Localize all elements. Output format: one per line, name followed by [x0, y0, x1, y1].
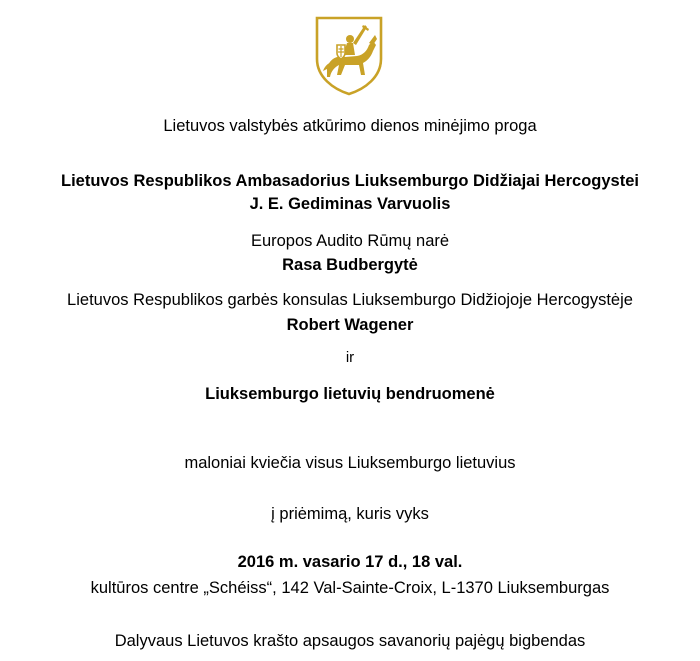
conjunction-text: ir — [345, 349, 355, 366]
auditor-name: Rasa Budbergytė — [282, 256, 418, 274]
reception-text: į priėmimą, kuris vyks — [271, 505, 429, 523]
band-note: Dalyvaus Lietuvos krašto apsaugos savanorių pajėgų bigbendas — [114, 632, 586, 650]
event-venue: kultūros centre „Schéiss“, 142 Val-Sainte-Croix, L-1370 Liuksemburgas — [90, 579, 610, 597]
ambassador-title: Lietuvos Respublikos Ambasadorius Liuksemburgo Didžiajai Hercogystei — [61, 172, 639, 190]
event-date-time: 2016 m. vasario 17 d., 18 val. — [237, 553, 463, 571]
occasion-text: Lietuvos valstybės atkūrimo dienos minėjimo proga — [163, 117, 537, 135]
coat-of-arms-icon — [313, 15, 385, 97]
community-name: Liuksemburgo lietuvių bendruomenė — [205, 385, 495, 403]
auditor-title: Europos Audito Rūmų narė — [250, 232, 450, 250]
invites-text: maloniai kviečia visus Liuksemburgo lietuvius — [184, 454, 516, 472]
ambassador-name: J. E. Gediminas Varvuolis — [249, 195, 451, 213]
consul-name: Robert Wagener — [286, 316, 414, 334]
consul-title: Lietuvos Respublikos garbės konsulas Liuksemburgo Didžiojoje Hercogystėje — [67, 291, 633, 309]
